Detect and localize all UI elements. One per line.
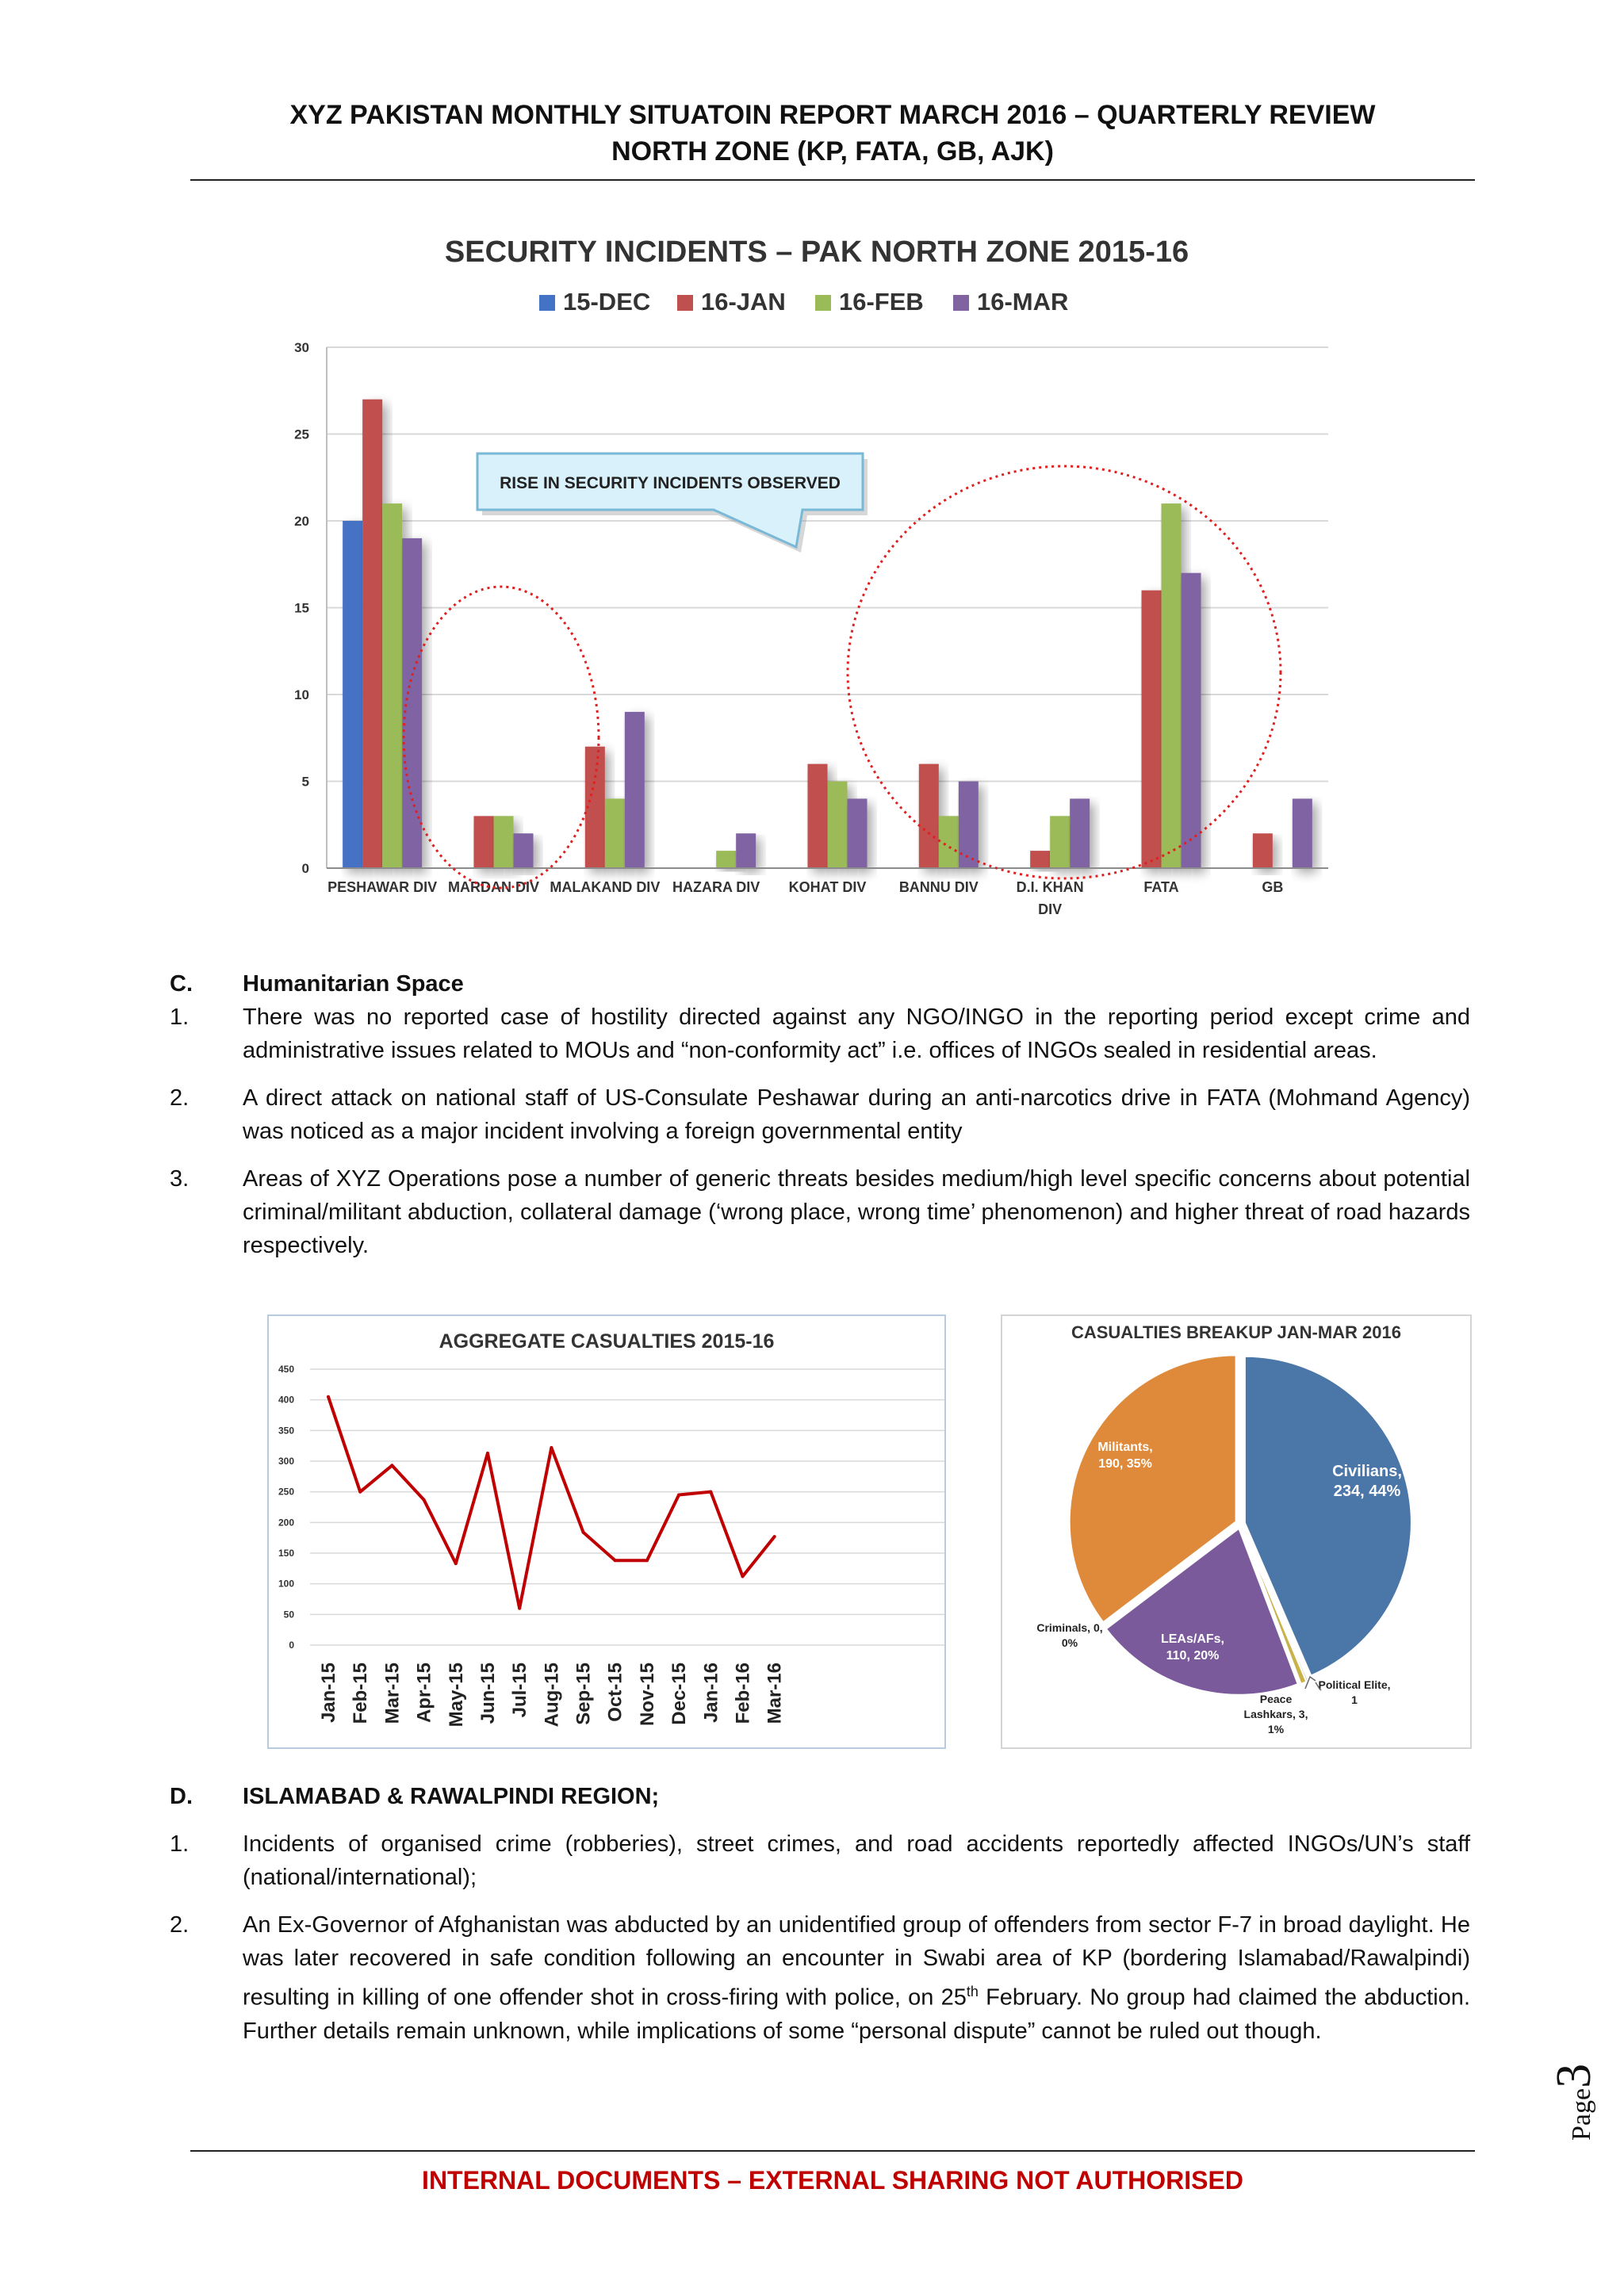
x-tick-label: D.I. KHAN (1016, 879, 1084, 895)
data-point (423, 1498, 426, 1502)
slice-label-militants: Militants, (1097, 1441, 1153, 1454)
x-tick-label: GB (1262, 879, 1284, 895)
x-tick-label: Jun-15 (477, 1663, 499, 1724)
series-line (328, 1397, 775, 1609)
bar (1070, 798, 1090, 868)
section-d-letter: D. (170, 1784, 193, 1809)
header-title: XYZ PAKISTAN MONTHLY SITUATOIN REPORT MARCH 2016 – QUARTERLY REVIEW (289, 100, 1376, 130)
x-tick-label: Mar-16 (764, 1663, 786, 1724)
x-tick-label: Nov-15 (636, 1663, 658, 1727)
section-islamabad-rawalpindi (170, 1780, 1470, 2048)
security-incidents-chart (270, 222, 1364, 936)
callout (477, 453, 868, 553)
slice-label-civilians: 234, 44% (1333, 1483, 1401, 1500)
data-point (486, 1452, 489, 1455)
data-point (358, 1490, 362, 1494)
x-tick-label: HAZARA DIV (672, 879, 760, 895)
bar (736, 833, 756, 868)
chart-title: CASUALTIES BREAKUP JAN-MAR 2016 (1071, 1322, 1402, 1342)
bar (1182, 573, 1201, 868)
data-point (773, 1535, 776, 1538)
y-tick-label: 30 (294, 340, 309, 355)
slice-label-political: 1 (1351, 1693, 1358, 1706)
data-point (614, 1559, 617, 1562)
bar (1293, 798, 1312, 868)
legend-swatch (815, 295, 831, 311)
bar (848, 798, 868, 868)
legend-swatch (677, 295, 693, 311)
data-point (645, 1559, 649, 1562)
data-point (677, 1494, 680, 1497)
x-tick-label: Oct-15 (604, 1663, 626, 1722)
bar (382, 503, 402, 868)
bar (494, 816, 514, 868)
data-point (390, 1464, 393, 1467)
legend-swatch (539, 295, 555, 311)
aggregate-casualties-chart (269, 1316, 944, 1747)
data-point (709, 1490, 712, 1494)
x-tick-label: Jul-15 (509, 1663, 531, 1718)
bar (716, 851, 736, 868)
data-point (550, 1446, 553, 1449)
list-item: 1. Incidents of organised crime (robberies), street crimes, and road accidents reportedly affected INGOs/UN’s staff (national/international); (170, 1831, 1470, 1890)
list-item: 2. A direct attack on national staff of US-Consulate Peshawar during an anti-narcotics drive in FATA (Mohmand Agency) was noticed as a major incident involving a foreign governmental entity (170, 1085, 1470, 1144)
list-item: 2. An Ex-Governor of Afghanistan was abducted by an unidentified group of offenders from sector F-7 in broad daylight. He was later recovered in safe condition following an encounter in Swabi area of KP (bordering Islamabad/Rawalpindi) resulting in killing of one offender shot in cross-firing with police, on 25th February. No group had claimed the abduction. Further details remain unknown, while implications of some “personal dispute” cannot be ruled out though. (170, 1912, 1470, 2044)
bar (939, 816, 959, 868)
bar (919, 764, 939, 868)
x-tick-label: KOHAT DIV (788, 879, 867, 895)
y-tick-label: 0 (289, 1640, 294, 1651)
y-tick-label: 15 (294, 600, 309, 616)
bar (343, 521, 362, 868)
y-tick-label: 250 (278, 1486, 294, 1498)
aggregate-casualties-box (267, 1314, 946, 1749)
x-tick-label: Feb-15 (350, 1663, 372, 1724)
section-humanitarian-space (170, 967, 1470, 1262)
section-d-title: ISLAMABAD & RAWALPINDI REGION; (243, 1784, 660, 1809)
bar (474, 816, 494, 868)
x-tick-label: PESHAWAR DIV (327, 879, 438, 895)
bar (1050, 816, 1070, 868)
list-item: 1. There was no reported case of hostility directed against any NGO/INGO in the reporting period except crime and administrative issues related to MOUs and “non-conformity act” i.e. offices of INGOs sealed in residential areas. (170, 1004, 1470, 1063)
y-tick-label: 20 (294, 514, 309, 529)
legend-label: 16-JAN (701, 288, 786, 316)
slice-label-militants: 190, 35% (1098, 1457, 1152, 1471)
data-point (518, 1607, 521, 1610)
slice-label-criminals: 0% (1061, 1636, 1078, 1649)
legend-label: 16-MAR (977, 288, 1069, 316)
slice-label-peace: Peace (1259, 1693, 1293, 1705)
bar (828, 782, 848, 869)
bar (1142, 591, 1162, 868)
x-tick-label: FATA (1143, 879, 1179, 895)
bar (362, 400, 382, 868)
legend-label: 16-FEB (839, 288, 924, 316)
x-tick-label: Mar-15 (381, 1663, 404, 1724)
y-tick-label: 5 (301, 774, 309, 790)
x-tick-label: Dec-15 (668, 1663, 691, 1725)
y-tick-label: 0 (301, 861, 309, 876)
slice-label-political: Political Elite, (1318, 1678, 1391, 1691)
y-tick-label: 150 (278, 1548, 294, 1559)
chart-title: AGGREGATE CASUALTIES 2015-16 (439, 1330, 775, 1353)
x-tick-label: BANNU DIV (898, 879, 979, 895)
slice-label-criminals: Criminals, 0, (1036, 1621, 1103, 1634)
slice-label-leas: LEAs/AFs, (1160, 1632, 1225, 1646)
data-point (582, 1531, 585, 1534)
y-tick-label: 100 (278, 1578, 294, 1590)
slice-label-civilians: Civilians, (1332, 1463, 1402, 1480)
slice-label-leas: 110, 20% (1166, 1649, 1220, 1663)
header-divider (190, 179, 1475, 181)
header-subtitle: NORTH ZONE (KP, FATA, GB, AJK) (611, 136, 1054, 166)
y-tick-label: 50 (283, 1609, 294, 1621)
x-tick-label: Aug-15 (541, 1663, 563, 1728)
bar (514, 833, 534, 868)
report-header (190, 97, 1475, 170)
footer-divider (190, 2150, 1475, 2152)
x-tick-label: Sep-15 (573, 1663, 595, 1725)
footer-notice: INTERNAL DOCUMENTS – EXTERNAL SHARING NOT AUTHORISED (422, 2166, 1243, 2195)
legend-label: 15-DEC (563, 288, 651, 316)
legend-swatch (953, 295, 969, 311)
section-c-title: Humanitarian Space (243, 971, 464, 997)
x-tick-label: MALAKAND DIV (550, 879, 661, 895)
bar (605, 798, 625, 868)
bar (1162, 503, 1182, 868)
data-point (454, 1562, 458, 1565)
casualties-breakup-chart (1002, 1316, 1470, 1747)
y-tick-label: 450 (278, 1364, 294, 1375)
y-tick-label: 300 (278, 1456, 294, 1467)
y-tick-label: 400 (278, 1394, 294, 1406)
callout-text: RISE IN SECURITY INCIDENTS OBSERVED (500, 474, 841, 492)
section-c-letter: C. (170, 971, 193, 997)
chart-title: SECURITY INCIDENTS – PAK NORTH ZONE 2015-16 (444, 235, 1189, 269)
x-tick-label: DIV (1038, 901, 1063, 917)
list-item: 3. Areas of XYZ Operations pose a number of generic threats besides medium/high level specific concerns about potential criminal/militant abduction, collateral damage (‘wrong place, wrong time’ phenomenon) and higher threat of road hazards respectively. (170, 1166, 1470, 1258)
x-tick-label: May-15 (445, 1663, 467, 1728)
x-tick-label: Feb-16 (732, 1663, 754, 1724)
casualties-breakup-box (1001, 1314, 1472, 1749)
x-tick-label: MARDAN DIV (448, 879, 539, 895)
bar (625, 712, 645, 868)
y-tick-label: 200 (278, 1517, 294, 1529)
slice-label-peace: 1% (1267, 1723, 1285, 1735)
data-point (327, 1395, 330, 1399)
bar (808, 764, 828, 868)
data-point (741, 1575, 745, 1578)
x-tick-label: Apr-15 (413, 1663, 435, 1724)
bar (1030, 851, 1050, 868)
x-tick-label: Jan-15 (318, 1663, 339, 1724)
x-tick-label: Jan-16 (700, 1663, 722, 1724)
y-tick-label: 10 (294, 687, 309, 702)
slice-label-peace: Lashkars, 3, (1243, 1708, 1308, 1720)
bar (1253, 833, 1273, 868)
y-tick-label: 350 (278, 1425, 294, 1437)
page-number: Page3 (1547, 2063, 1601, 2141)
y-tick-label: 25 (294, 427, 309, 442)
